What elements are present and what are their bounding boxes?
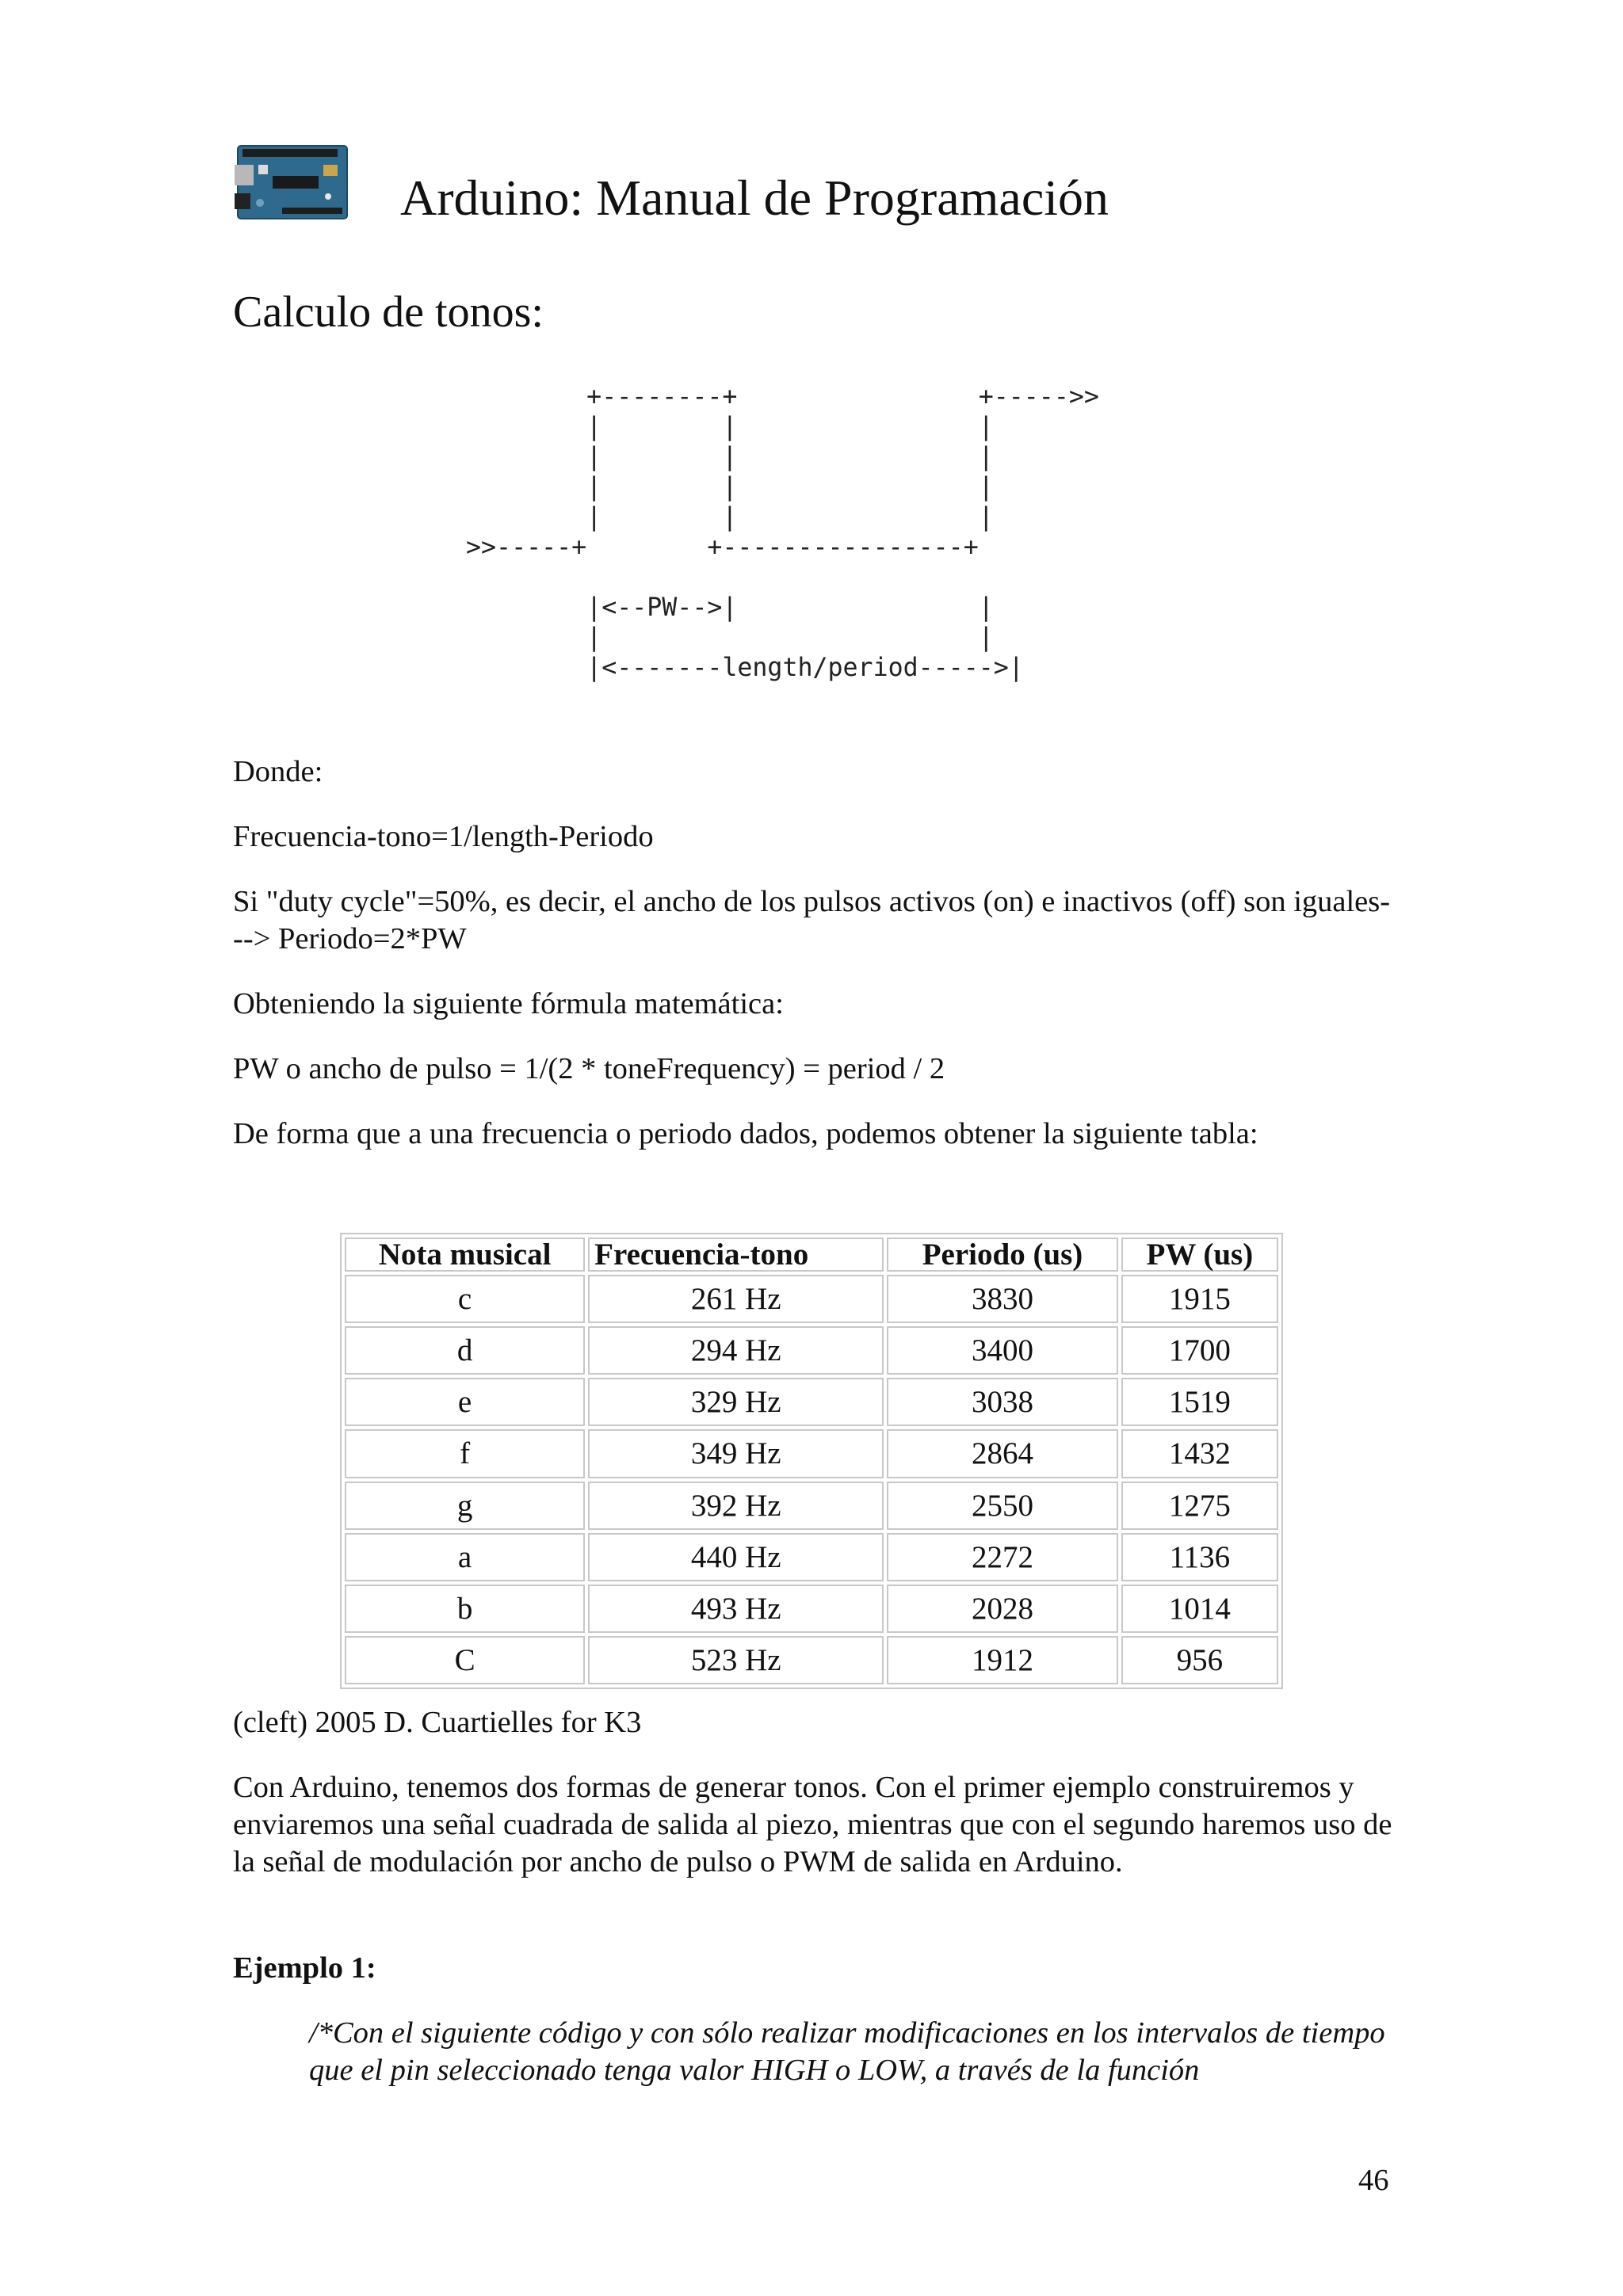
- tone-table: [340, 1233, 1283, 1689]
- table-row: [345, 1429, 1278, 1478]
- code-comment: /*Con el siguiente código y con sólo realizar modificaciones en los intervalos de tiempo que el pin seleccionado tenga valor HIGH o LOW, a través de la función: [309, 2016, 1385, 2087]
- paragraph-donde: Donde:: [233, 755, 323, 788]
- cell-frequency: 440 Hz: [588, 1533, 884, 1581]
- cell-note: a: [345, 1533, 585, 1581]
- column-header-pw: PW (us): [1121, 1238, 1278, 1272]
- cell-frequency: 261 Hz: [588, 1275, 884, 1323]
- cell-pw: 1136: [1121, 1533, 1278, 1581]
- cell-period: 2550: [887, 1482, 1118, 1530]
- table-row: [345, 1636, 1278, 1684]
- table-row: [345, 1378, 1278, 1426]
- cell-note: e: [345, 1378, 585, 1426]
- paragraph-pw-formula: PW o ancho de pulso = 1/(2 * toneFrequency) = period / 2: [233, 1052, 945, 1085]
- cell-pw: 956: [1121, 1636, 1278, 1684]
- section-title: Calculo de tonos:: [233, 288, 544, 337]
- column-header-period: Periodo (us): [887, 1238, 1118, 1272]
- cell-period: 2028: [887, 1585, 1118, 1633]
- cell-period: 3830: [887, 1275, 1118, 1323]
- cell-period: 2864: [887, 1429, 1118, 1478]
- table-row: [345, 1533, 1278, 1581]
- example-heading: Ejemplo 1:: [233, 1951, 376, 1985]
- cell-frequency: 392 Hz: [588, 1482, 884, 1530]
- cell-period: 2272: [887, 1533, 1118, 1581]
- table-row: [345, 1585, 1278, 1633]
- paragraph-credit: (cleft) 2005 D. Cuartielles for K3: [233, 1706, 642, 1739]
- page-number: 46: [1358, 2164, 1389, 2197]
- arduino-board-icon: [235, 141, 350, 223]
- table-header-row: [345, 1238, 1278, 1272]
- cell-frequency: 523 Hz: [588, 1636, 884, 1684]
- table-row: [345, 1275, 1278, 1323]
- cell-note: g: [345, 1482, 585, 1530]
- cell-pw: 1432: [1121, 1429, 1278, 1478]
- cell-period: 3400: [887, 1326, 1118, 1375]
- cell-frequency: 294 Hz: [588, 1326, 884, 1375]
- cell-note: c: [345, 1275, 585, 1323]
- paragraph-frequency-formula: Frecuencia-tono=1/length-Periodo: [233, 820, 654, 853]
- cell-note: d: [345, 1326, 585, 1375]
- cell-period: 1912: [887, 1636, 1118, 1684]
- document-title: Arduino: Manual de Programación: [400, 170, 1109, 226]
- cell-frequency: 329 Hz: [588, 1378, 884, 1426]
- cell-pw: 1275: [1121, 1482, 1278, 1530]
- cell-period: 3038: [887, 1378, 1118, 1426]
- paragraph-formula-intro: Obteniendo la siguiente fórmula matemática:: [233, 987, 784, 1020]
- cell-note: f: [345, 1429, 585, 1478]
- paragraph-table-intro: De forma que a una frecuencia o periodo dados, podemos obtener la siguiente tabla:: [233, 1117, 1258, 1150]
- table-row: [345, 1482, 1278, 1530]
- paragraph-duty-cycle: Si "duty cycle"=50%, es decir, el ancho de los pulsos activos (on) e inactivos (off) son iguales---> Periodo=2*PW: [233, 885, 1391, 955]
- cell-pw: 1700: [1121, 1326, 1278, 1375]
- cell-pw: 1915: [1121, 1275, 1278, 1323]
- column-header-frequency: Frecuencia-tono: [588, 1238, 884, 1272]
- column-header-note: Nota musical: [345, 1238, 585, 1272]
- cell-pw: 1014: [1121, 1585, 1278, 1633]
- cell-note: b: [345, 1585, 585, 1633]
- cell-pw: 1519: [1121, 1378, 1278, 1426]
- table-row: [345, 1326, 1278, 1375]
- cell-frequency: 349 Hz: [588, 1429, 884, 1478]
- square-wave-diagram: +--------+ +----->> | | | | | | | | | | | | >>-----+ +----------------+ |<--PW-->| | | | |<-------length/period----->|: [466, 383, 1099, 682]
- paragraph-arduino-tones: Con Arduino, tenemos dos formas de generar tonos. Con el primer ejemplo construiremos y enviaremos una señal cuadrada de salida al piezo, mientras que con el segundo haremos uso de la señal de modulación por ancho de pulso o PWM de salida en Arduino.: [233, 1771, 1392, 1878]
- cell-frequency: 493 Hz: [588, 1585, 884, 1633]
- cell-note: C: [345, 1636, 585, 1684]
